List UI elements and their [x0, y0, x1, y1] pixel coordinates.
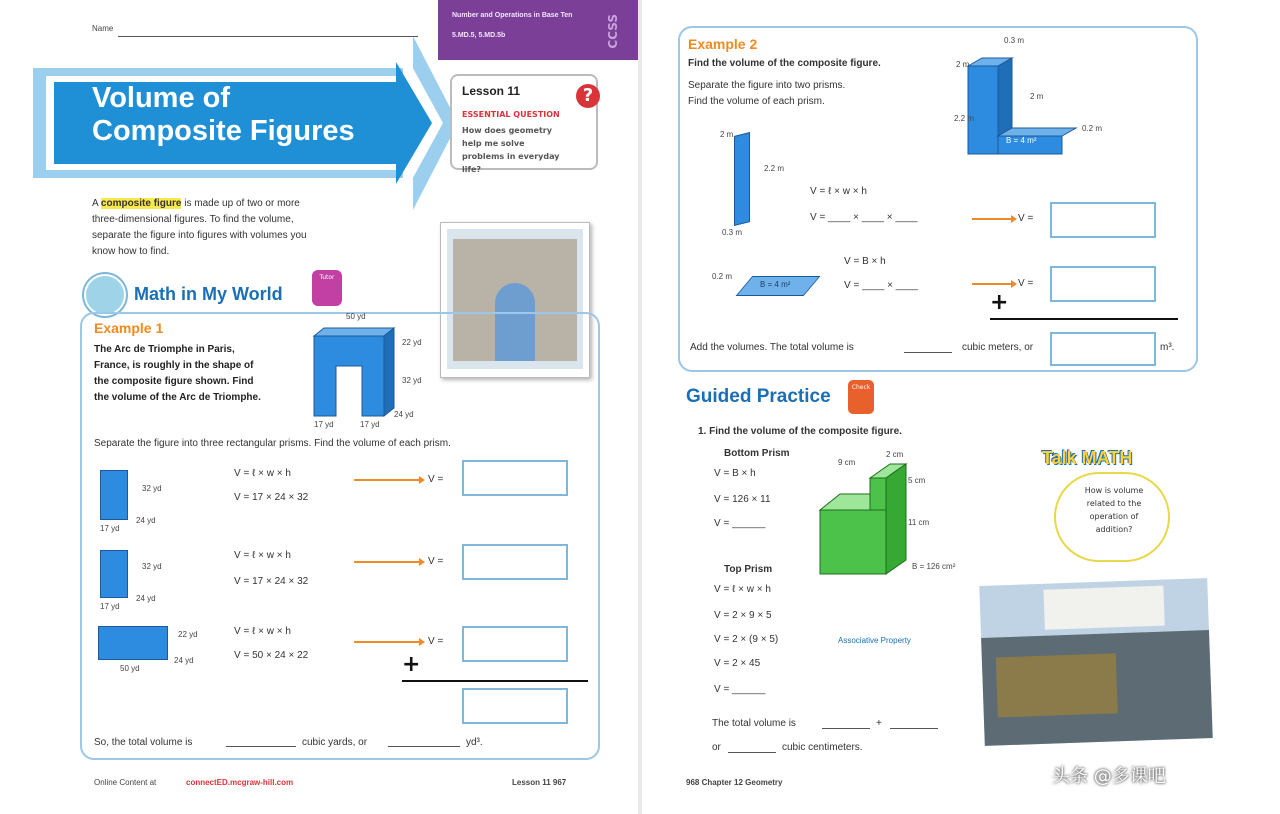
- ferry-deck: [1043, 586, 1164, 630]
- arc-composite-figure: [310, 322, 400, 418]
- guided-practice-heading: Guided Practice: [686, 386, 831, 407]
- row1-arrow: [354, 479, 420, 481]
- row2-formula: V = ℓ × w × h: [234, 550, 291, 561]
- tv-blank1[interactable]: [822, 728, 870, 729]
- intro-term: composite figure: [100, 198, 182, 209]
- ex2-answer-box2[interactable]: [1050, 266, 1156, 302]
- total-blank2[interactable]: [388, 746, 460, 747]
- arc-dim-right2: 32 yd: [402, 376, 422, 385]
- tv-blank2[interactable]: [890, 728, 938, 729]
- globe-icon: [84, 274, 126, 316]
- example2-title: Example 2: [688, 36, 758, 52]
- ferry-photo: [973, 570, 1219, 754]
- prism3-figure: [98, 626, 168, 660]
- row1-substitution: V = 17 × 24 × 32: [234, 492, 309, 503]
- row3-arrow: [354, 641, 420, 643]
- essential-question-label: ESSENTIAL QUESTION: [462, 110, 560, 119]
- bottom-prism-answer[interactable]: V = ______: [714, 518, 766, 529]
- row2-arrow: [354, 561, 420, 563]
- footer-page-right: 968 Chapter 12 Geometry: [686, 778, 783, 787]
- right-page: Example 2 Find the volume of the composite figure. Separate the figure into two prisms. Find the volume of each prism. 0.3 m 2 m 2 m 2.2 m 0.2 m B = 4 m² 2 m 2.2 m 0.3 m V = ℓ × w × h V = ____ × ____ × ____ V = B = 4 m² 0.2 m V = B × h V = ____ × ____ V = + Add the volumes. The total volume is cubic meters, or m³. Guided Practice Check 1. Find the volume of the composite figure. Bottom Prism V = B × h V = 126 × 11 V = ______ Top Prism V = ℓ × w × h V = 2 × 9 × 5 V = 2 × (9 × 5) Associative Property V = 2 × 45 V = ______ 9 cm 2 cm 5 cm 11 cm B = 126 cm² The total volume is + or cubic centimeters. Talk MATH How is volume related to the operation of addition? 968 Chapter 12 Geometry 头条 @多课吧: [642, 0, 1280, 814]
- lesson-number: Lesson 11: [462, 84, 521, 98]
- top-prism-answer[interactable]: V = ______: [714, 684, 766, 695]
- prism1-figure: [100, 470, 128, 520]
- row3-answer-box[interactable]: [462, 626, 568, 662]
- ferry-cars: [996, 653, 1118, 717]
- talk-math-title: Talk MATH: [1042, 448, 1133, 468]
- row2-answer-box[interactable]: [462, 544, 568, 580]
- ccss-label: CCSS: [606, 14, 620, 49]
- row3-formula: V = ℓ × w × h: [234, 626, 291, 637]
- talk-question: How is volume related to the operation of addition?: [1084, 486, 1144, 534]
- row1-formula: V = ℓ × w × h: [234, 468, 291, 479]
- total-blank1[interactable]: [226, 746, 296, 747]
- arc-dim-bottom2: 17 yd: [360, 420, 380, 429]
- banner-title-line2: Composite Figures: [92, 115, 355, 147]
- ex2-sum-line: [990, 318, 1178, 320]
- tv-blank3[interactable]: [728, 752, 776, 753]
- ex2-total-box[interactable]: [1050, 332, 1156, 366]
- sum-line: [402, 680, 588, 682]
- left-page: Name Volume of Composite Figures Number and Operations in Base Ten 5.MD.5, 5.MD.5b CCSS Lesson 11 ESSENTIAL QUESTION How does geometry help me solve problems in everyday life? ? A composite figure is made up of two or more three-dimensional figures. To find the volume, separate the figure into figures with volumes you know how to find. Math in My World Tutor Example 1 The Arc de Triomphe in Paris, France, is roughly in the shape of the composite figure shown. Find the volume of the Arc de Triomphe. 50 yd 22 yd 32 yd 17 yd 17 yd 24 yd Separate the figure into three rectangular prisms. Find the volume of each prism. 32 yd 24 yd 17 yd V = ℓ × w × h V = 17 × 24 × 32 V = 32 yd 24 yd 17 yd V = ℓ × w × h V = 17 × 24 × 32 V = 22 yd 24 yd 50 yd V = ℓ × w × h V = 50 × 24 × 22 V = + So, the total volume is cubic yards, or yd³. Online Content at connectED.mcgraw-hill.com Lesson 11 967: [0, 0, 638, 814]
- example2-heading: Find the volume of the composite figure.: [688, 58, 881, 69]
- row3-substitution: V = 50 × 24 × 22: [234, 650, 309, 661]
- footer-url[interactable]: connectED.mcgraw-hill.com: [186, 778, 294, 787]
- prism2-figure: [100, 550, 128, 598]
- talk-bubble: [1054, 472, 1170, 562]
- arc-dim-bottom3: 24 yd: [394, 410, 414, 419]
- banner-title-line1: Volume of: [92, 82, 231, 114]
- question-icon: ?: [576, 84, 600, 108]
- arc-dim-bottom1: 17 yd: [314, 420, 334, 429]
- footer-online: Online Content at: [94, 778, 157, 787]
- standards-codes: 5.MD.5, 5.MD.5b: [452, 32, 506, 39]
- ex2-prism1-figure: [734, 132, 750, 226]
- ex2-arrow1: [972, 218, 1012, 220]
- check-icon[interactable]: Check: [848, 380, 874, 414]
- watermark: 头条 @多课吧: [1052, 766, 1166, 787]
- footer-page-left: Lesson 11 967: [512, 778, 567, 787]
- ex2-answer-box1[interactable]: [1050, 202, 1156, 238]
- example1-text: The Arc de Triomphe in Paris, France, is roughly in the shape of the composite figure shown. Find the volume of the Arc de Triomphe.: [94, 344, 261, 403]
- tutor-icon[interactable]: Tutor: [312, 270, 342, 306]
- green-composite-figure: [816, 460, 916, 580]
- ex2-arrow2: [972, 283, 1012, 285]
- standards-strand: Number and Operations in Base Ten: [452, 12, 573, 19]
- question-1: 1. Find the volume of the composite figure.: [698, 426, 902, 437]
- name-label: Name: [92, 24, 114, 33]
- arc-dim-right1: 22 yd: [402, 338, 422, 347]
- standards-tab: [438, 0, 638, 60]
- arc-dim-top: 50 yd: [346, 312, 366, 321]
- example1-instruction: Separate the figure into three rectangular prisms. Find the volume of each prism.: [94, 438, 451, 449]
- row2-substitution: V = 17 × 24 × 32: [234, 576, 309, 587]
- ex2-blank1[interactable]: [904, 352, 952, 353]
- plus-sign: +: [402, 652, 421, 677]
- lesson-box: [450, 74, 598, 174]
- row1-answer-box[interactable]: [462, 460, 568, 496]
- math-in-my-world-heading: Math in My World: [134, 284, 283, 304]
- example1-title: Example 1: [94, 320, 164, 336]
- total-answer-box[interactable]: [462, 688, 568, 724]
- intro-text: A composite figure is made up of two or more three-dimensional figures. To find the volume, separate the figure into figures with volumes you know how to find.: [92, 198, 307, 257]
- essential-question-text: How does geometry help me solve problems in everyday life?: [462, 126, 560, 174]
